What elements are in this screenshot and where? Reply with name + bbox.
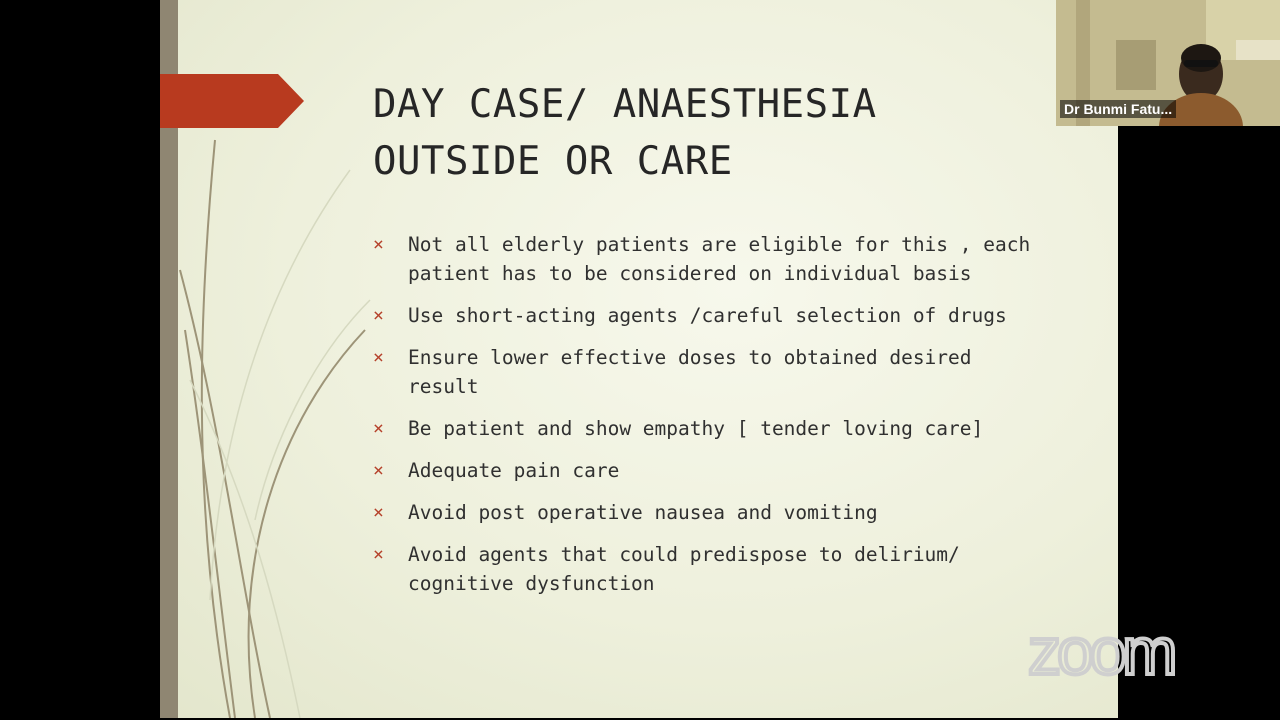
slide-title-line: OUTSIDE OR CARE <box>373 139 733 184</box>
zoom-logo <box>1024 622 1234 682</box>
x-bullet-icon: × <box>373 544 384 565</box>
bullet-item <box>373 301 1093 330</box>
slide-title-line: DAY CASE/ ANAESTHESIA <box>373 82 877 127</box>
bullet-text-line: Adequate pain care <box>408 459 620 482</box>
bullet-text-line: result <box>408 375 479 398</box>
zoom-logo-text: zoom <box>1028 622 1174 682</box>
bullet-item <box>373 343 1093 401</box>
x-bullet-icon: × <box>373 502 384 523</box>
bullet-item <box>373 540 1093 598</box>
slide-title <box>373 76 877 190</box>
x-bullet-icon: × <box>373 418 384 439</box>
bullet-text-line: Avoid agents that could predispose to delirium/ <box>408 543 960 566</box>
bullet-item <box>373 230 1093 288</box>
x-bullet-icon: × <box>373 347 384 368</box>
x-bullet-icon: × <box>373 305 384 326</box>
bullet-item <box>373 456 1093 485</box>
bullet-text-line: Be patient and show empathy [ tender loving care] <box>408 417 984 440</box>
presentation-slide <box>160 0 1118 718</box>
bullet-item <box>373 498 1093 527</box>
bullet-text-line: Use short-acting agents /careful selection of drugs <box>408 304 1007 327</box>
bullet-text-line: cognitive dysfunction <box>408 572 655 595</box>
bullet-item <box>373 414 1093 443</box>
bullet-text-line: Not all elderly patients are eligible for this , each <box>408 233 1031 256</box>
x-bullet-icon: × <box>373 460 384 481</box>
bullet-list <box>373 230 1093 611</box>
participant-video-tile[interactable] <box>1056 0 1280 126</box>
participant-name-label: Dr Bunmi Fatu... <box>1060 100 1176 118</box>
bullet-text-line: Ensure lower effective doses to obtained desired <box>408 346 972 369</box>
title-arrow-shape <box>160 74 306 128</box>
bullet-text-line: patient has to be considered on individual basis <box>408 262 972 285</box>
bullet-text-line: Avoid post operative nausea and vomiting <box>408 501 878 524</box>
x-bullet-icon: × <box>373 234 384 255</box>
